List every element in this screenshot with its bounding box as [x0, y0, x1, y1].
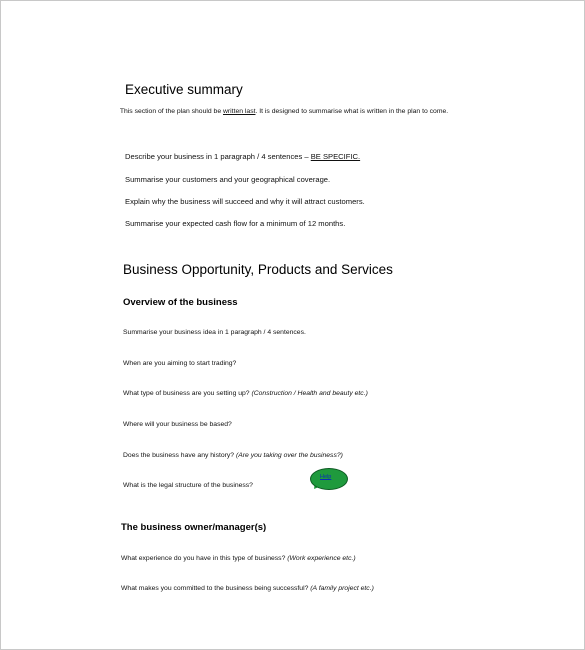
question-hint: (Are you taking over the business?) — [235, 452, 343, 459]
question-text: What makes you committed to the business being successful? — [121, 585, 311, 592]
question-commitment — [121, 585, 374, 592]
executive-summary-heading: Executive summary — [125, 82, 243, 97]
question-legal-structure: What is the legal structure of the business? — [123, 482, 253, 489]
help-link[interactable]: Help — [320, 474, 332, 480]
exec-item-succeed: Explain why the business will succeed and why it will attract customers. — [125, 197, 365, 206]
question-text: What type of business are you setting up? — [123, 390, 252, 397]
question-business-type — [123, 390, 368, 397]
exec-item-customers: Summarise your customers and your geographical coverage. — [125, 175, 331, 184]
executive-summary-intro — [119, 107, 449, 117]
exec-item-text: Describe your business in 1 paragraph / 4 sentences – — [125, 152, 311, 161]
exec-item-emphasis: BE SPECIFIC. — [310, 152, 361, 161]
exec-item-cashflow: Summarise your expected cash flow for a minimum of 12 months. — [125, 219, 346, 228]
question-experience — [121, 555, 356, 562]
question-hint: (Construction / Health and beauty etc.) — [251, 390, 368, 397]
question-history — [123, 452, 343, 459]
business-opportunity-heading: Business Opportunity, Products and Services — [123, 262, 393, 277]
question-location: Where will your business be based? — [123, 421, 232, 428]
question-text: What experience do you have in this type of business? — [121, 555, 288, 562]
question-hint: (A family project etc.) — [310, 585, 374, 592]
intro-emphasis-written-last: written last — [223, 108, 256, 115]
exec-item-describe — [125, 152, 360, 161]
question-business-idea: Summarise your business idea in 1 paragraph / 4 sentences. — [123, 329, 306, 336]
question-text: Does the business have any history? — [123, 452, 236, 459]
intro-text-pre: This section of the plan should be — [119, 108, 223, 115]
intro-text-post: . It is designed to summarise what is written in the plan to come. — [255, 108, 449, 115]
question-start-trading: When are you aiming to start trading? — [123, 360, 237, 367]
overview-heading: Overview of the business — [123, 297, 238, 308]
owner-manager-heading: The business owner/manager(s) — [121, 522, 267, 533]
question-hint: (Work experience etc.) — [287, 555, 356, 562]
